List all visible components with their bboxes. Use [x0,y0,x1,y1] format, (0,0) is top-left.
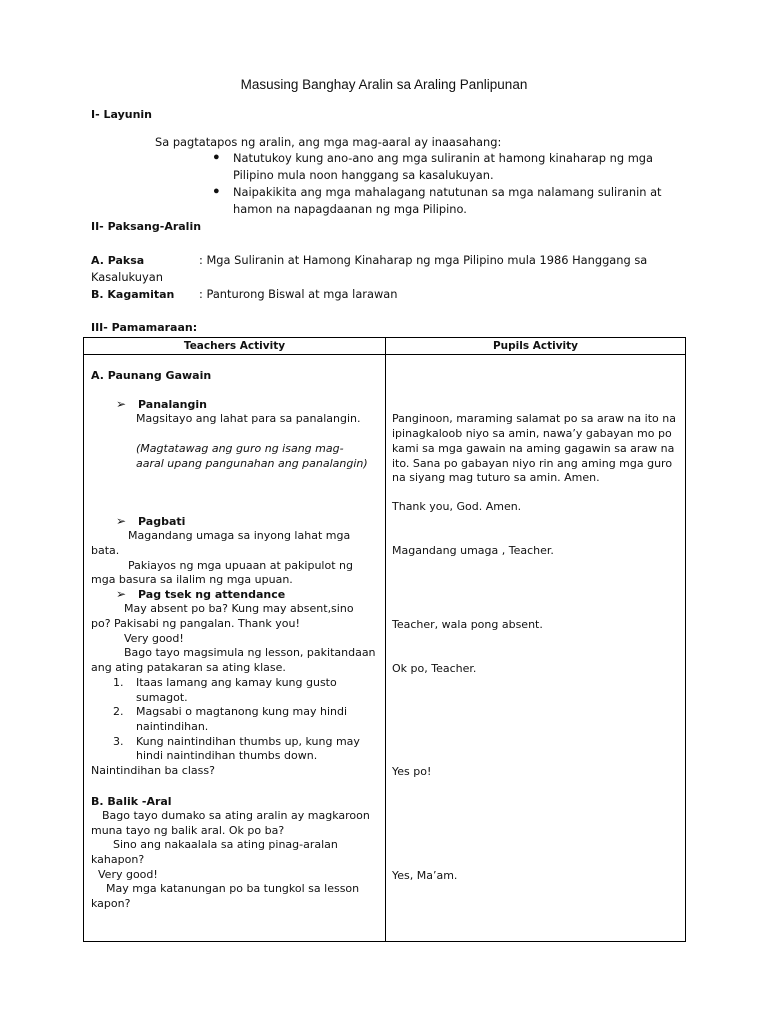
balik-aral-line-6: May mga katanungan po ba tungkol sa lesson [106,882,360,895]
pagbati-line-2: bata. [91,544,120,557]
pagbati-line-1: Magandang umaga sa inyong lahat mga [128,529,351,542]
pupil-yes-reply: Yes po! [392,765,432,778]
section-paksang-aralin-heading: II- Paksang-Aralin [91,220,202,233]
objective-1-line-1: Natutukoy kung ano-ano ang mga suliranin at hamong kinaharap ng mga [233,151,654,165]
layunin-intro: Sa pagtatapos ng aralin, ang mga mag-aaral ay inaasahang: [155,135,502,149]
pupil-thank-you: Thank you, God. Amen. [392,500,522,513]
attendance-line-3: Very good! [124,632,184,645]
pagbati-line-4: mga basura sa ilalim ng mga upuan. [91,573,293,586]
kagamitan-value: : Panturong Biswal at mga larawan [199,287,398,301]
naintindihan-question: Naintindihan ba class? [91,764,215,777]
column-divider [385,338,386,941]
page-title: Masusing Banghay Aralin sa Araling Panlipunan [240,77,528,92]
kagamitan-label: B. Kagamitan [91,288,175,301]
attendance-line-5: ang ating patakaran sa ating klase. [91,661,286,674]
balik-aral-line-2: muna tayo ng balik aral. Ok po ba? [91,824,285,837]
rule-1-line-1: Itaas lamang ang kamay kung gusto [136,676,337,689]
attendance-line-2: po? Pakisabi ng pangalan. Thank you! [91,617,300,630]
pupil-ok-reply: Ok po, Teacher. [392,662,477,675]
bullet-icon: ● [213,185,220,197]
balik-aral-heading: B. Balik -Aral [91,795,172,808]
balik-aral-line-4: kahapon? [91,853,145,866]
rule-3-line-1: Kung naintindihan thumbs up, kung may [136,735,360,748]
arrow-bullet-icon: ➢ [116,587,127,601]
pupil-absent-reply: Teacher, wala pong absent. [392,618,543,631]
pupil-column-header: Pupils Activity [492,340,579,352]
pupil-yes-maam-reply: Yes, Ma’am. [392,869,458,882]
arrow-bullet-icon: ➢ [116,514,127,528]
pupil-prayer-line-4: ito. Sana po gabayan niyo rin ang aming mga guro [392,457,673,470]
rule-number: 2. [113,705,124,718]
bullet-icon: ● [213,151,220,163]
pupil-prayer-line-5: na siyang mag tuturo sa amin. Amen. [392,471,600,484]
balik-aral-line-7: kapon? [91,897,131,910]
attendance-line-1: May absent po ba? Kung may absent,sino [124,602,354,615]
rule-1-line-2: sumagot. [136,691,188,704]
panalangin-heading: Panalangin [138,398,207,411]
pagbati-line-3: Pakiayos ng mga upuaan at pakipulot ng [128,559,353,572]
section-layunin-heading: I- Layunin [91,108,153,121]
panalangin-note-2: aaral upang pangunahan ang panalangin) [136,457,368,470]
rule-2-line-1: Magsabi o magtanong kung may hindi [136,705,348,718]
balik-aral-line-3: Sino ang nakaalala sa ating pinag-aralan [113,838,338,851]
objective-2-line-2: hamon na napagdaanan ng mga Pilipino. [233,202,467,216]
balik-aral-line-1: Bago tayo dumako sa ating aralin ay magkaroon [102,809,370,822]
pupil-prayer-line-1: Panginoon, maraming salamat po sa araw na ito na [392,412,676,425]
section-pamamaraan-heading: III- Pamamaraan: [91,321,198,334]
attendance-heading: Pag tsek ng attendance [138,588,286,601]
rule-number: 3. [113,735,124,748]
teacher-column-header: Teachers Activity [183,340,286,352]
pupil-prayer-line-3: kami sa mga gawain na aming gagawin sa araw na [392,442,675,455]
paksa-label: A. Paksa [91,254,145,267]
paunang-gawain-heading: A. Paunang Gawain [91,369,212,382]
rule-2-line-2: naintindihan. [136,720,209,733]
rule-3-line-2: hindi naintindihan thumbs down. [136,749,318,762]
paksa-value: : Mga Suliranin at Hamong Kinaharap ng mga Pilipino mula 1986 Hanggang sa [199,253,648,267]
header-divider [84,354,685,355]
objective-2-line-1: Naipakikita ang mga mahalagang natutunan sa mga nalamang suliranin at [233,185,662,199]
pagbati-heading: Pagbati [138,515,186,528]
objective-1-line-2: Pilipino mula noon hanggang sa kasalukuyan. [233,168,494,182]
activity-table [83,337,686,942]
attendance-line-4: Bago tayo magsimula ng lesson, pakitandaan [124,646,376,659]
rule-number: 1. [113,676,124,689]
paksa-value-cont: Kasalukuyan [91,270,163,284]
balik-aral-line-5: Very good! [98,868,158,881]
arrow-bullet-icon: ➢ [116,397,127,411]
panalangin-note-1: (Magtatawag ang guro ng isang mag- [136,442,344,455]
panalangin-text: Magsitayo ang lahat para sa panalangin. [136,412,361,425]
pupil-greeting: Magandang umaga , Teacher. [392,544,554,557]
pupil-prayer-line-2: ipinagkaloob niyo sa amin, nawa’y gabayan mo po [392,427,672,440]
